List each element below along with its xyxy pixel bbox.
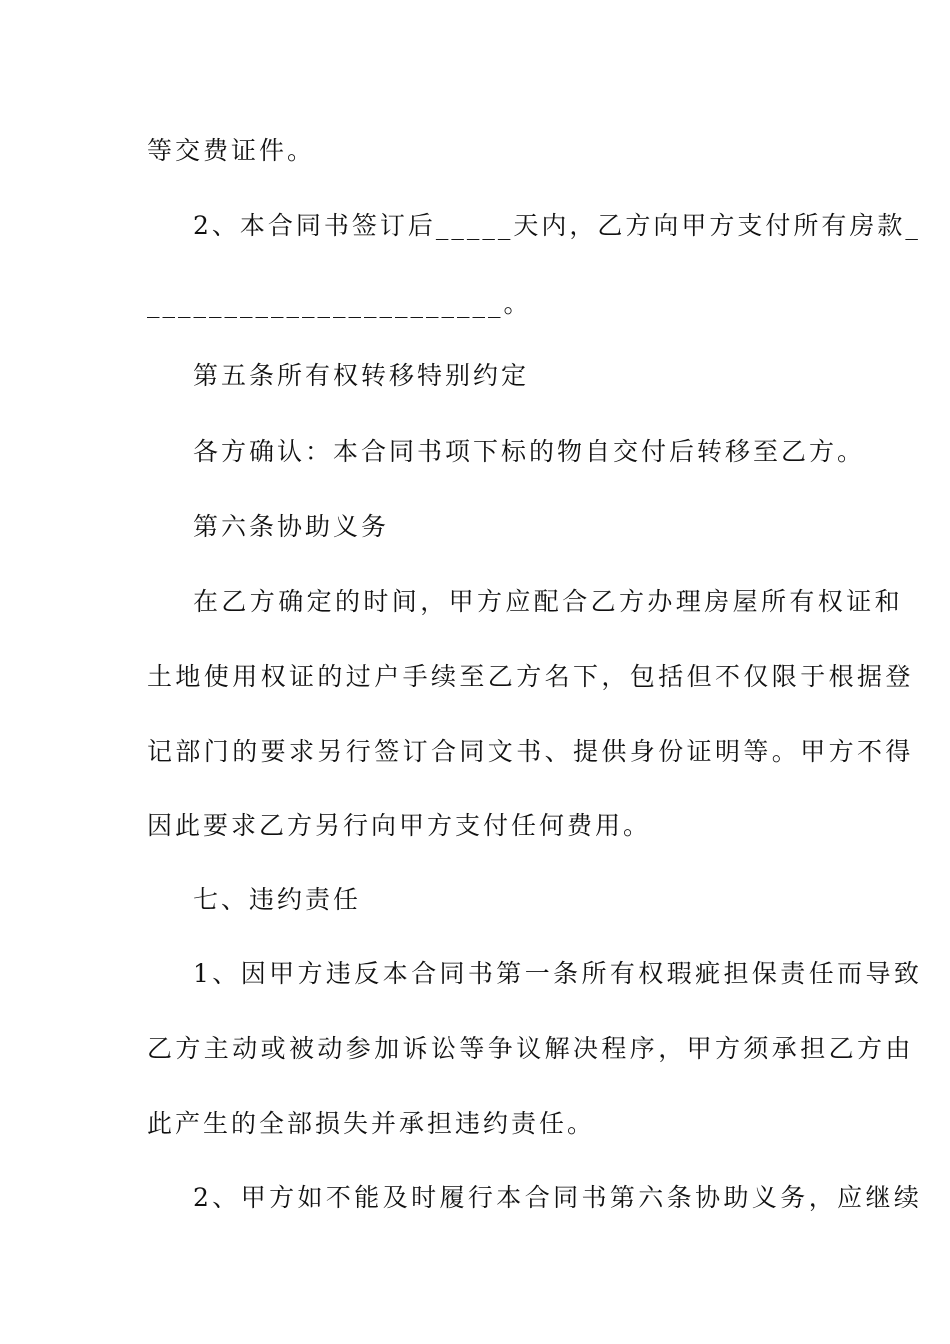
text-line-breach-1: 1、因甲方违反本合同书第一条所有权瑕疵担保责任而导致 bbox=[193, 959, 923, 988]
text-line-assist-4: 因此要求乙方另行向甲方支付任何费用。 bbox=[147, 811, 652, 840]
text-line-breach-2: 乙方主动或被动参加诉讼等争议解决程序，甲方须承担乙方由 bbox=[147, 1034, 914, 1063]
text-line-ownership-confirm: 各方确认：本合同书项下标的物自交付后转移至乙方。 bbox=[193, 437, 866, 466]
text-line-assist-3: 记部门的要求另行签订合同文书、提供身份证明等。甲方不得 bbox=[147, 737, 914, 766]
article-5-heading: 第五条所有权转移特别约定 bbox=[193, 361, 530, 390]
text-line-assist-2: 土地使用权证的过户手续至乙方名下，包括但不仅限于根据登 bbox=[147, 662, 914, 691]
text-line-payment-blank: _______________________。 bbox=[147, 289, 532, 318]
text-line-breach-3: 此产生的全部损失并承担违约责任。 bbox=[147, 1109, 596, 1138]
article-6-heading: 第六条协助义务 bbox=[193, 512, 390, 541]
text-line-continuation: 等交费证件。 bbox=[147, 136, 316, 165]
text-line-assist-1: 在乙方确定的时间，甲方应配合乙方办理房屋所有权证和 bbox=[193, 587, 904, 616]
section-7-heading: 七、违约责任 bbox=[193, 885, 362, 914]
text-line-breach-4: 2、甲方如不能及时履行本合同书第六条协助义务，应继续 bbox=[193, 1183, 923, 1212]
text-line-payment-clause: 2、本合同书签订后_____天内，乙方向甲方支付所有房款_ bbox=[193, 211, 921, 240]
